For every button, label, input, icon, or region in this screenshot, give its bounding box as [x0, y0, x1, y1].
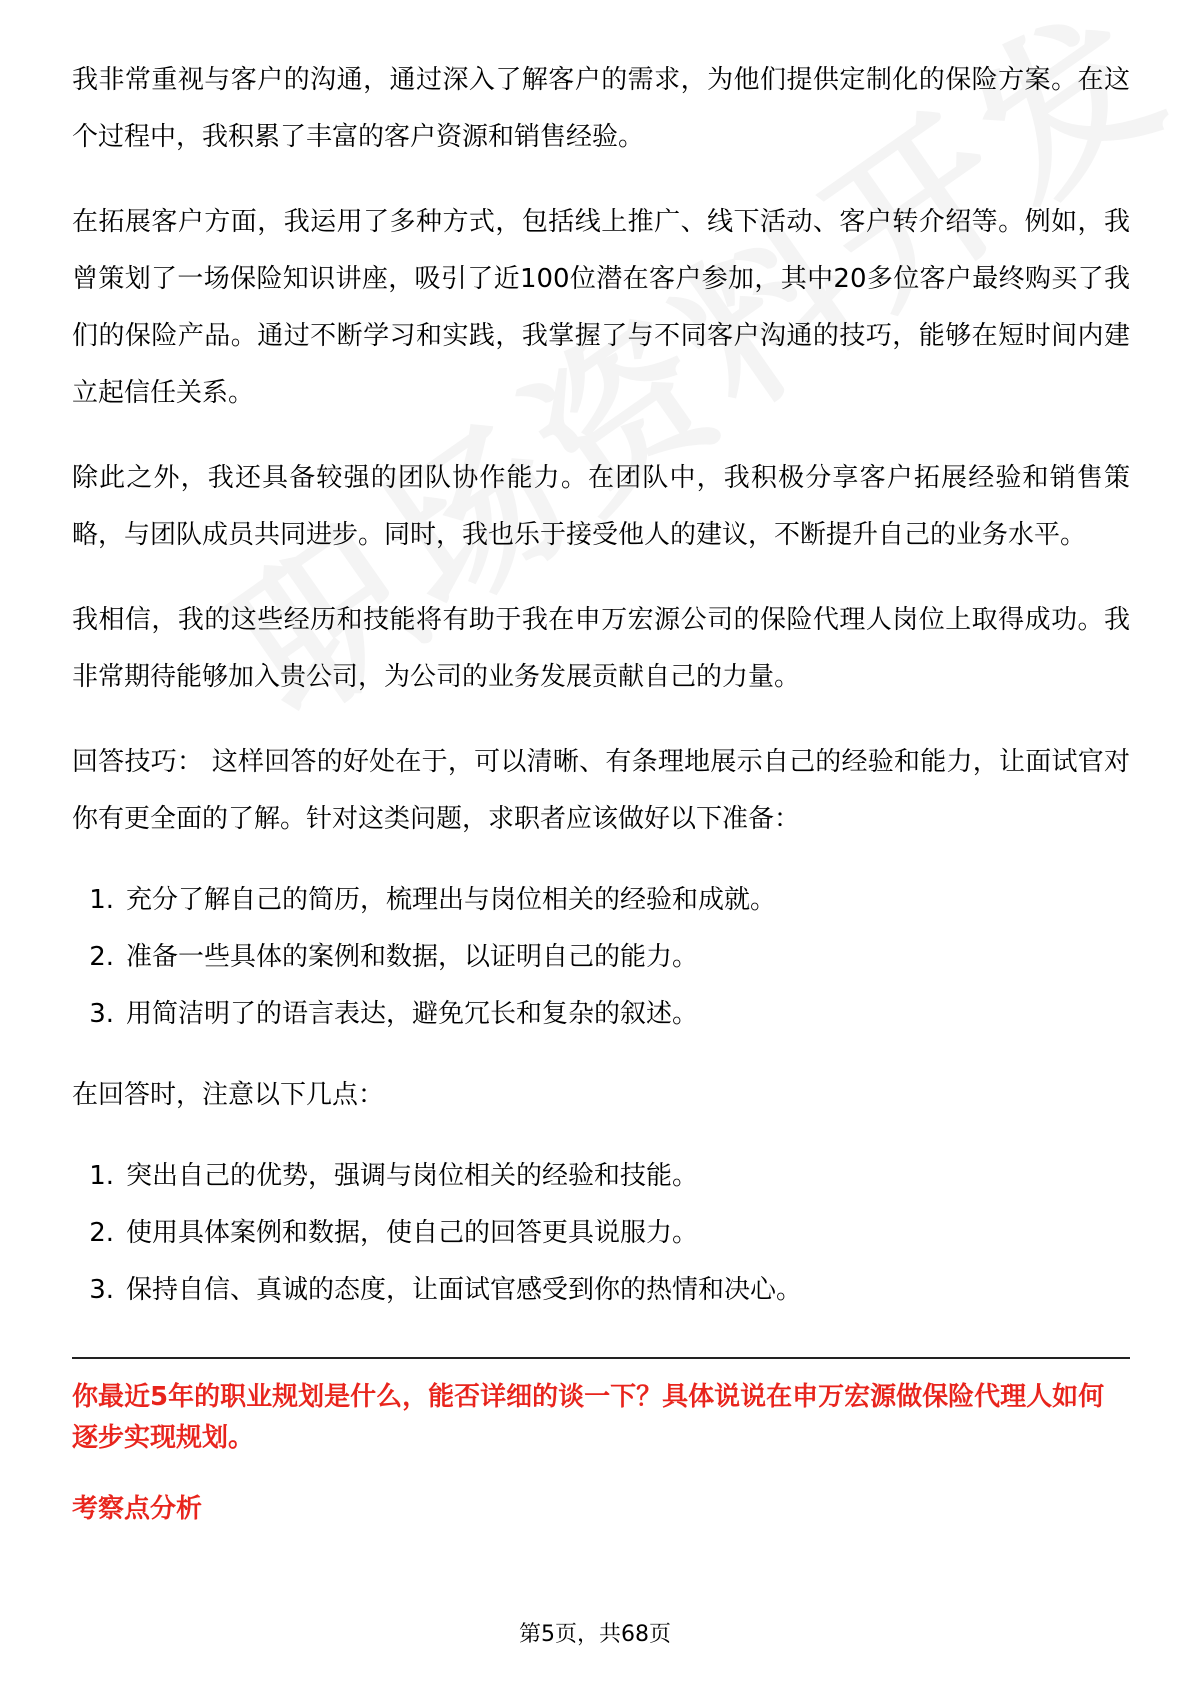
list-number: 2. — [89, 942, 114, 972]
analysis-heading: 考察点分析 — [72, 1494, 203, 1524]
list-text: 使用具体案例和数据，使自己的回答更具说服力。 — [126, 1218, 699, 1248]
page-content — [72, 52, 1130, 1529]
list-number: 2. — [89, 1218, 114, 1248]
paragraph-teamwork: 除此之外，我还具备较强的团队协作能力。在团队中，我积极分享客户拓展经验和销售策略，与团队成员共同进步。同时，我也乐于接受他人的建议，不断提升自己的业务水平。 — [72, 463, 1130, 550]
page-number: 第5页，共68页 — [519, 1622, 671, 1647]
list-number: 3. — [89, 1275, 114, 1305]
list-number: 1. — [89, 885, 114, 915]
list-item — [72, 1262, 1130, 1319]
list-text: 充分了解自己的简历，梳理出与岗位相关的经验和成就。 — [126, 885, 777, 915]
list-item — [72, 1148, 1130, 1205]
list-item — [72, 986, 1130, 1043]
list-text: 用简洁明了的语言表达，避免冗长和复杂的叙述。 — [126, 999, 699, 1029]
paragraph-client-expansion: 在拓展客户方面，我运用了多种方式，包括线上推广、线下活动、客户转介绍等。例如，我曾策划了一场保险知识讲座，吸引了近100位潜在客户参加，其中20多位客户最终购买了我们的保险产品。通过不断学习和实践，我掌握了与不同客户沟通的技巧，能够在短时间内建立起信任关系。 — [72, 207, 1130, 408]
paragraph-answer-tips: 回答技巧： 这样回答的好处在于，可以清晰、有条理地展示自己的经验和能力，让面试官对你有更全面的了解。针对这类问题，求职者应该做好以下准备： — [72, 747, 1130, 834]
list-text: 准备一些具体的案例和数据，以证明自己的能力。 — [126, 942, 699, 972]
notes-heading: 在回答时，注意以下几点： — [72, 1080, 385, 1110]
paragraph-communication: 我非常重视与客户的沟通，通过深入了解客户的需求，为他们提供定制化的保险方案。在这个过程中，我积累了丰富的客户资源和销售经验。 — [72, 65, 1130, 152]
notes-list — [72, 1148, 1130, 1319]
paragraph-conclusion: 我相信，我的这些经历和技能将有助于我在申万宏源公司的保险代理人岗位上取得成功。我非常期待能够加入贵公司，为公司的业务发展贡献自己的力量。 — [72, 605, 1130, 692]
list-number: 1. — [89, 1161, 114, 1191]
list-item — [72, 1205, 1130, 1262]
list-text: 突出自己的优势，强调与岗位相关的经验和技能。 — [126, 1161, 699, 1191]
list-text: 保持自信、真诚的态度，让面试官感受到你的热情和决心。 — [126, 1275, 803, 1305]
list-number: 3. — [89, 999, 114, 1029]
preparation-list — [72, 872, 1130, 1043]
list-item — [72, 929, 1130, 986]
list-item — [72, 872, 1130, 929]
interview-question: 你最近5年的职业规划是什么，能否详细的谈一下？具体说说在申万宏源做保险代理人如何逐步实现规划。 — [72, 1382, 1105, 1453]
section-divider — [72, 1357, 1130, 1359]
